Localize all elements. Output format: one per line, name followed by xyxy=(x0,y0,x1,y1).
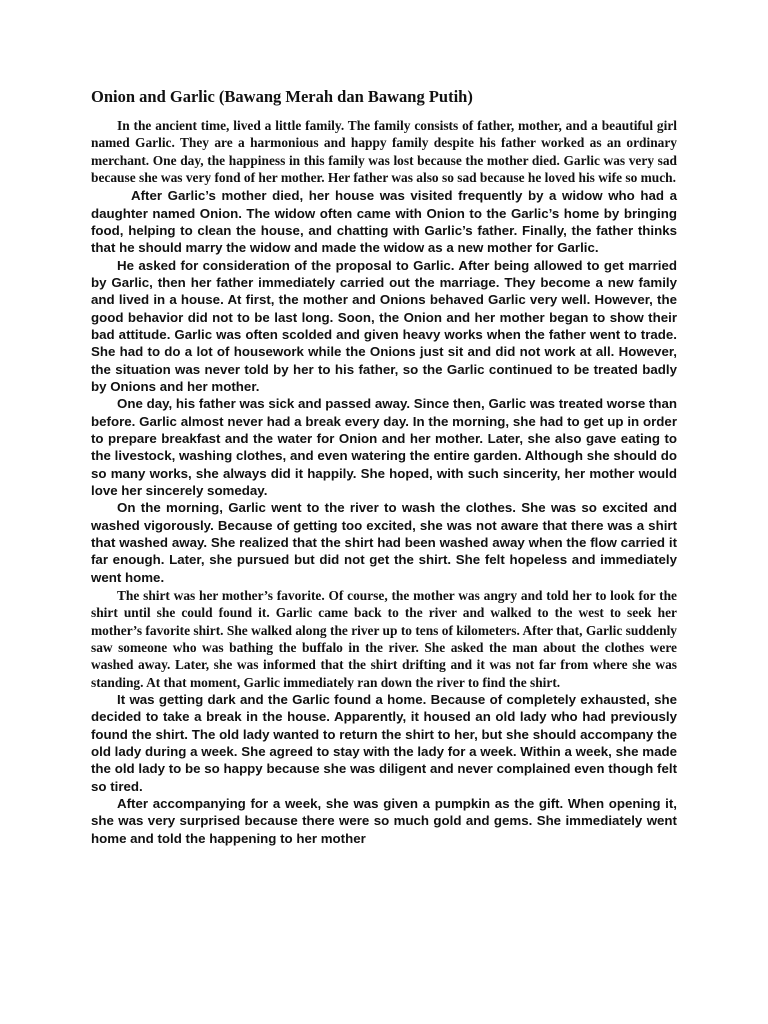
paragraph-6: The shirt was her mother’s favorite. Of course, the mother was angry and told her to look for the shirt until she could found it. Garlic came back to the river and walked to the west to seek her mother’s favorite shirt. She walked along the river up to tens of kilometers. After that, Garlic suddenly saw someone who was bathing the buffalo in the river. She asked the man about the clothes were washed away. Later, she was informed that the shirt drifting and it was not far from where she was standing. At that moment, Garlic immediately ran down the river to find the shirt. xyxy=(91,588,677,690)
paragraph-7: It was getting dark and the Garlic found a home. Because of completely exhausted, she decided to take a break in the house. Apparently, it housed an old lady who had previously found the shirt. The old lady wanted to return the shirt to her, but she should accompany the old lady during a week. She agreed to stay with the lady for a week. Within a week, she made the old lady to be so happy because she was diligent and never complained even though felt so tired. xyxy=(91,691,677,794)
paragraph-1: In the ancient time, lived a little family. The family consists of father, mother, and a beautiful girl named Garlic. They are a harmonious and happy family despite his father worked as an ordinary merchant. One day, the happiness in this family was lost because the mother died. Garlic was very sad because she was very fond of her mother. Her father was also so sad because he loved his wife so much. xyxy=(91,118,677,185)
paragraph-5: On the morning, Garlic went to the river to wash the clothes. She was so excited and washed vigorously. Because of getting too excited, she was not aware that there was a shirt that washed away. She realized that the shirt had been washed away when the flow carried it far enough. Later, she pursued but did not get the shirt. She felt hopeless and immediately went home. xyxy=(91,500,677,585)
paragraph-3: He asked for consideration of the proposal to Garlic. After being allowed to get married by Garlic, then her father immediately carried out the marriage. They become a new family and lived in a house. At first, the mother and Onions behaved Garlic very well. However, the good behavior did not to be last long. Soon, the Onion and her mother began to show their bad attitude. Garlic was often scolded and given heavy works when the father went to trade. She had to do a lot of housework while the Onions just sit and did not work at all. However, the situation was never told by her to his father, so the Garlic continued to be treated badly by Onions and her mother. xyxy=(91,257,677,394)
document-title: Onion and Garlic (Bawang Merah dan Bawang Putih) xyxy=(91,87,473,106)
paragraph-8: After accompanying for a week, she was given a pumpkin as the gift. When opening it, she was very surprised because there were so much gold and gems. She immediately went home and told the happening to her mother xyxy=(91,795,677,846)
paragraph-2: After Garlic’s mother died, her house was visited frequently by a widow who had a daughter named Onion. The widow often came with Onion to the Garlic’s home by bringing food, helping to clean the house, and chatting with Garlic’s father. Finally, the father thinks that he should marry the widow and made the widow as a new mother for Garlic. xyxy=(91,188,677,256)
document-page xyxy=(91,86,677,847)
paragraph-4: One day, his father was sick and passed away. Since then, Garlic was treated worse than before. Garlic almost never had a break every day. In the morning, she had to get up in order to prepare breakfast and the water for Onion and her mother. Later, she also gave eating to the livestock, washing clothes, and even watering the entire garden. Although she should do so many works, she always did it happily. She hoped, with such sincerity, her mother would love her sincerely someday. xyxy=(91,396,677,499)
